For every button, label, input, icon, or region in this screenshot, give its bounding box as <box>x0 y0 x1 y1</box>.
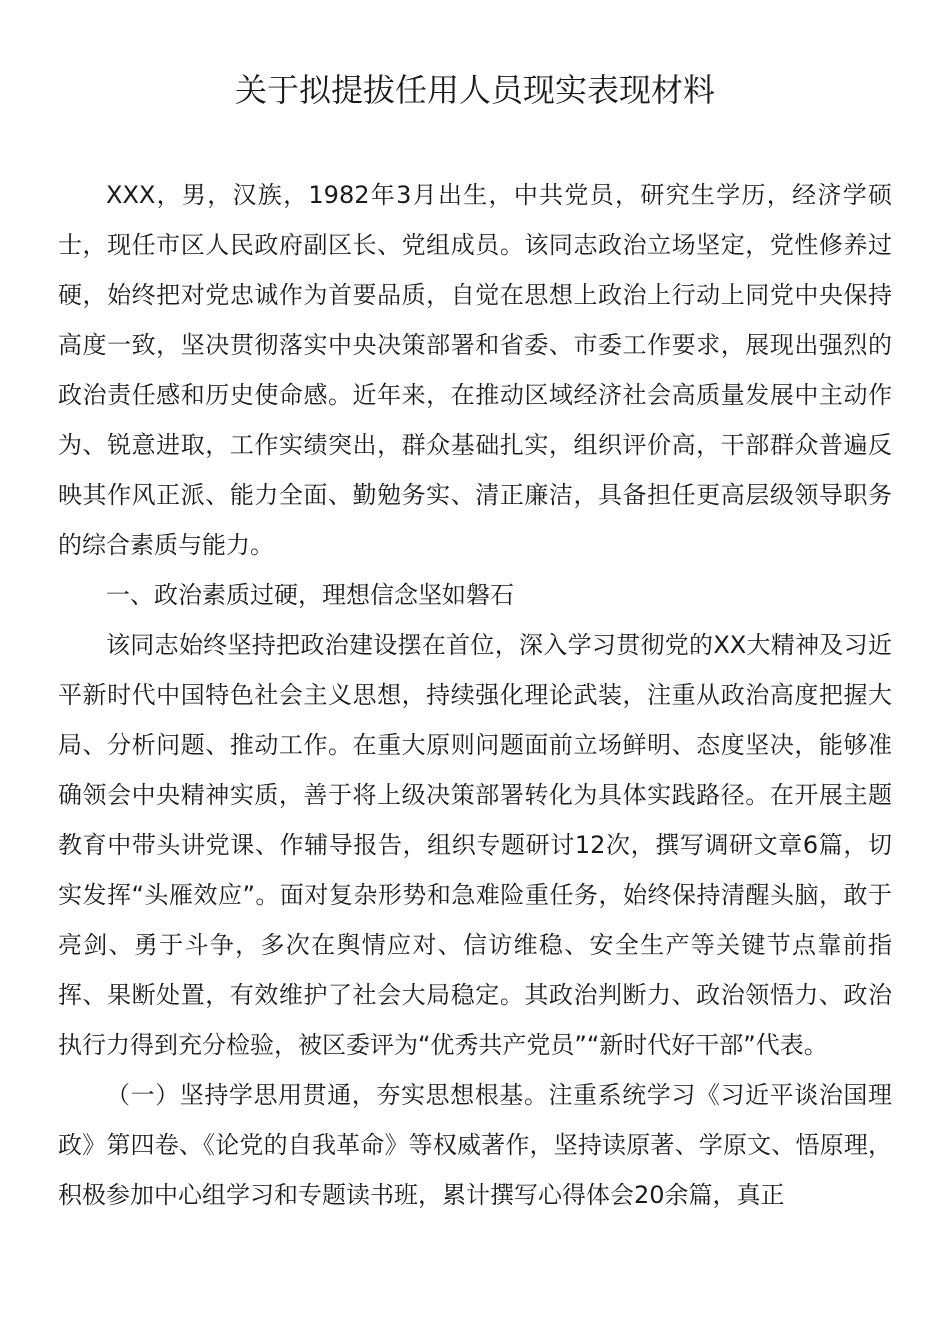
section-heading-1: 一、政治素质过硬，理想信念坚如磐石 <box>106 581 514 609</box>
intro-paragraph: XXX，男，汉族，1982年3月出生，中共党员，研究生学历，经济学硕士，现任市区人民政府副区长、党组成员。该同志政治立场坚定，党性修养过硬，始终把对党忠诚作为首要品质，自觉在思想上政治上行动上同党中央保持高度一致，坚决贯彻落实中央决策部署和省委、市委工作要求，展现出强烈的政治责任感和历史使命感。近年来，在推动区域经济社会高质量发展中主动作为、锐意进取，工作实绩突出，群众基础扎实，组织评价高，干部群众普遍反映其作风正派、能力全面、勤勉务实、清正廉洁，具备担任更高层级领导职务的综合素质与能力。 <box>58 181 892 559</box>
section-1-paragraph: 该同志始终坚持把政治建设摆在首位，深入学习贯彻党的XX大精神及习近平新时代中国特色社会主义思想，持续强化理论武装，注重从政治高度把握大局、分析问题、推动工作。在重大原则问题面前立场鲜明、态度坚决，能够准确领会中央精神实质，善于将上级决策部署转化为具体实践路径。在开展主题教育中带头讲党课、作辅导报告，组织专题研讨12次，撰写调研文章6篇，切实发挥“头雁效应”。面对复杂形势和急难险重任务，始终保持清醒头脑，敢于亮剑、勇于斗争，多次在舆情应对、信访维稳、安全生产等关键节点靠前指挥、果断处置，有效维护了社会大局稳定。其政治判断力、政治领悟力、政治执行力得到充分检验，被区委评为“优秀共产党员”“新时代好干部”代表。 <box>58 631 892 1059</box>
document-body <box>58 170 892 1220</box>
document-page <box>58 0 892 1220</box>
subsection-1-paragraph: （一）坚持学思用贯通，夯实思想根基。注重系统学习《习近平谈治国理政》第四卷、《论党的自我革命》等权威著作，坚持读原著、学原文、悟原理，积极参加中心组学习和专题读书班，累计撰写心得体会20余篇，真正 <box>58 1081 892 1209</box>
document-title: 关于拟提拔任用人员现实表现材料 <box>234 71 715 109</box>
